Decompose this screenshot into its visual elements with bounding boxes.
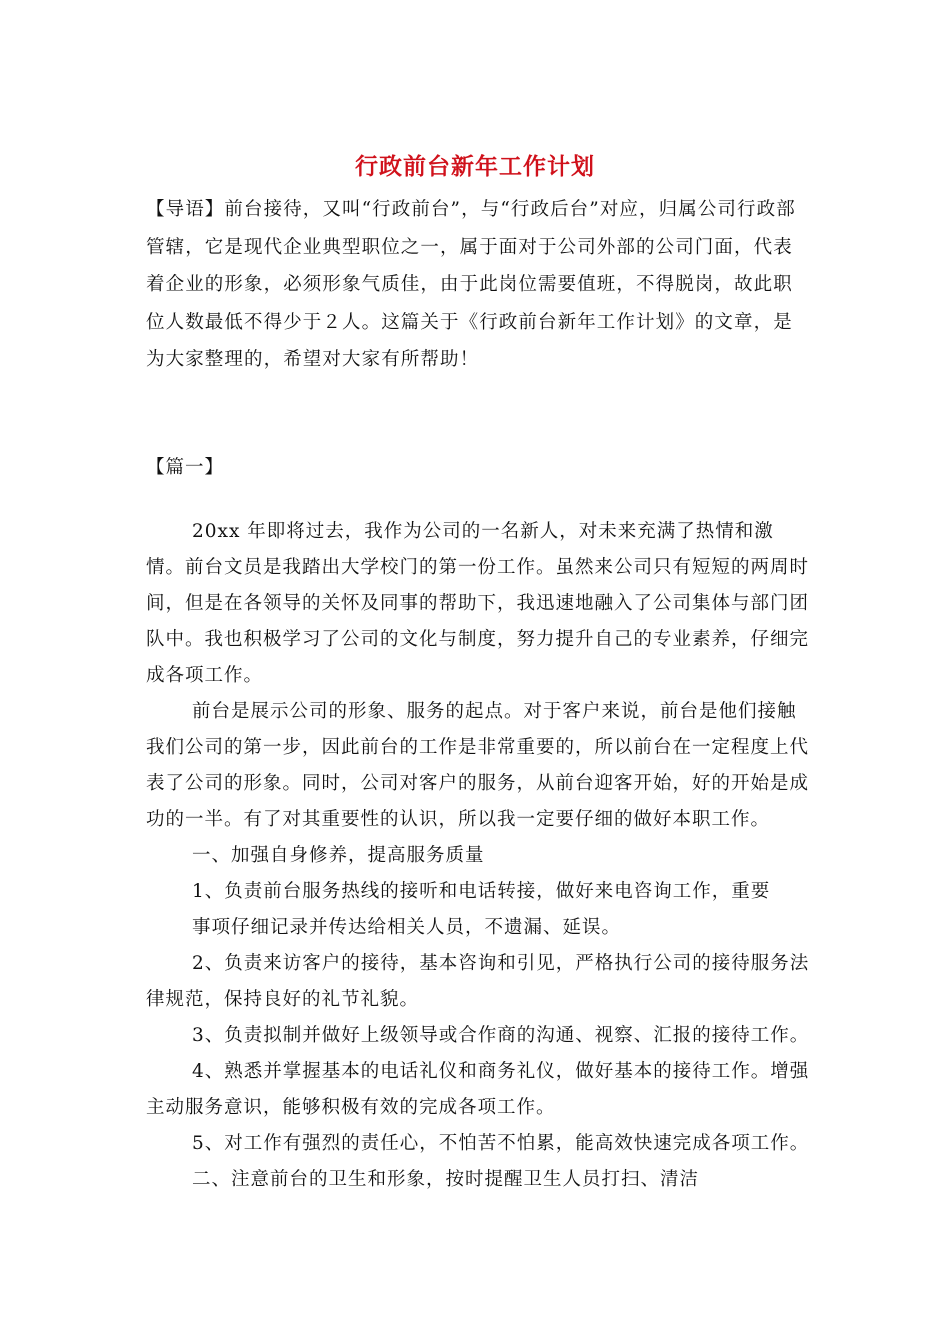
body-paragraph: 20xx 年即将过去，我作为公司的一名新人，对未来充满了热情和激情。前台文员是我踏出大学校门的第一份工作。虽然来公司只有短短的两周时间，但是在各领导的关怀及同事的帮助下，我迅速地融入了公司集体与部门团队中。我也积极学习了公司的文化与制度，努力提升自己的专业素养，仔细完成各项工作。 [146,521,810,686]
document-body [146,514,810,1198]
body-paragraph: 前台是展示公司的形象、服务的起点。对于客户来说，前台是他们接触我们公司的第一步，因此前台的工作是非常重要的，所以前台在一定程度上代表了公司的形象。同时，公司对客户的服务，从前台迎客开始，好的开始是成功的一半。有了对其重要性的认识，所以我一定要仔细的做好本职工作。 [146,701,810,830]
section-heading: 一、加强自身修养，提高服务质量 [192,845,485,866]
section-heading: 二、注意前台的卫生和形象，按时提醒卫生人员打扫、清洁 [192,1169,700,1190]
document-title: 行政前台新年工作计划 [355,153,595,180]
list-item: 1、负责前台服务热线的接听和电话转接，做好来电咨询工作，重要 [192,881,771,902]
list-item: 4、熟悉并掌握基本的电话礼仪和商务礼仪，做好基本的接待工作。增强主动服务意识，能够积极有效的完成各项工作。 [146,1061,810,1118]
list-item: 5、对工作有强烈的责任心，不怕苦不怕累，能高效快速完成各项工作。 [192,1133,810,1154]
list-item: 3、负责拟制并做好上级领导或合作商的沟通、视察、汇报的接待工作。 [192,1025,810,1046]
section-tag: 【篇一】 [146,457,225,478]
list-item: 2、负责来访客户的接待，基本咨询和引见，严格执行公司的接待服务法律规范，保持良好的礼节礼貌。 [146,953,810,1010]
intro-paragraph: 【导语】前台接待，又叫“行政前台”，与“行政后台”对应，归属公司行政部管辖，它是现代企业典型职位之一，属于面对于公司外部的公司门面，代表着企业的形象，必须形象气质佳，由于此岗位需要值班，不得脱岗，故此职位人数最低不得少于２人。这篇关于《行政前台新年工作计划》的文章，是为大家整理的，希望对大家有所帮助！ [146,199,796,370]
list-item-continuation: 事项仔细记录并传达给相关人员，不遗漏、延误。 [192,917,622,938]
